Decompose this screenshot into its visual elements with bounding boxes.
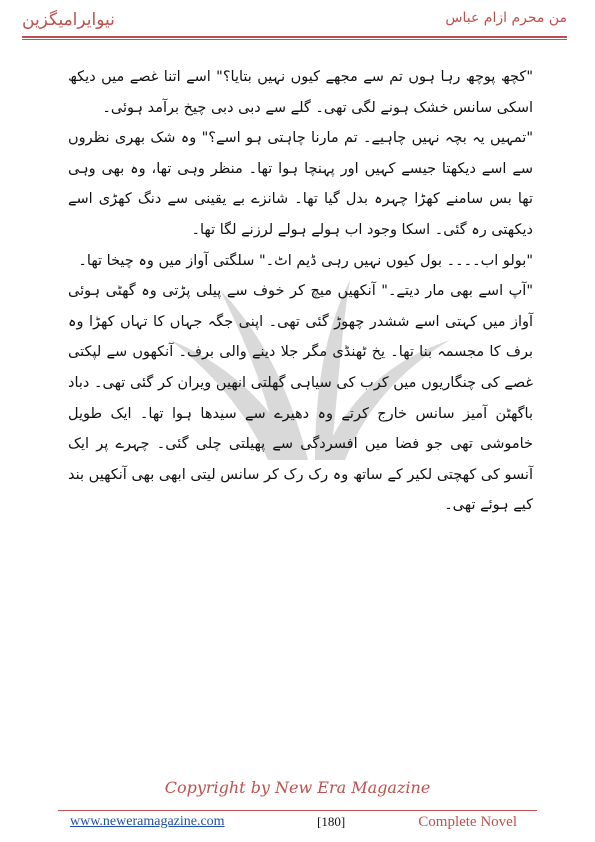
header-divider xyxy=(22,36,567,38)
novel-label: Complete Novel xyxy=(418,814,517,830)
website-link[interactable]: www.neweramagazine.com xyxy=(70,814,225,829)
page-number: [180] xyxy=(317,814,346,829)
paragraph: "کچھ پوچھ رہا ہوں تم سے مجھے کیوں نہیں بتایا؟" اسے اتنا غصے میں دیکھ اسکی سانس خشک ہونے لگی تھی۔ گلے سے دبی دبی چیخ برآمد ہوئی۔ xyxy=(68,69,533,116)
footer-divider xyxy=(58,810,537,811)
paragraph: "تمہیں یہ بچہ نہیں چاہیے۔ تم مارنا چاہتی ہو اسے؟" وہ شک بھری نظروں سے اسے دیکھتا جیسے کہیں اور پہنچا ہوا تھا۔ منظر وہی تھا، وہ بھی وہی تھا بس سامنے کھڑا چہرہ بدل گیا تھا۔ شانزے بے یقینی سے دنگ کھڑی اسے دیکھتی رہ گئی۔ اسکا وجود اب ہولے ہولے لرزنے لگا تھا۔ xyxy=(68,130,533,238)
header-divider-thin xyxy=(22,39,567,40)
paragraph: "آپ اسے بھی مار دیتے۔" آنکھیں میچ کر خوف سے پیلی پڑتی وہ گھٹی ہوئی آواز میں کہتی اسے ششدر چھوڑ گئی تھی۔ اپنی جگہ جہاں کا تہاں کھڑا وہ برف کا مجسمہ بنا تھا۔ یخ ٹھنڈی مگر جلا دینے والی برف۔ آنکھوں سے لپکتی غصے کی چنگاریوں میں کرب کی سیاہی گھلتی انھیں ویران کر گئی تھی۔ دباد باگھٹن آمیز سانس خارج کرتے وہ دھیرے سے سیدھا ہوا تھا۔ ایک طویل خاموشی تھی جو فضا میں افسردگی سے پھیلتی چلی گئی۔ چہرے پر ایک آنسو کی کھچتی لکیر کے ساتھ وہ رک رک کر سانس لیتی ابھی بھی آنکھیں بند کیے ہوئے تھی۔ xyxy=(68,283,533,514)
paragraph: "بولو اب۔۔۔۔ بول کیوں نہیں رہی ڈیم اٹ۔" سلگتی آواز میں وہ چیخا تھا۔ xyxy=(78,252,533,269)
copyright-notice: Copyright by New Era Magazine xyxy=(164,778,431,797)
magazine-title: نیوایرامیگزین xyxy=(22,10,115,30)
novel-title: من محرم ازام عباس xyxy=(445,10,567,26)
story-body xyxy=(68,62,533,521)
